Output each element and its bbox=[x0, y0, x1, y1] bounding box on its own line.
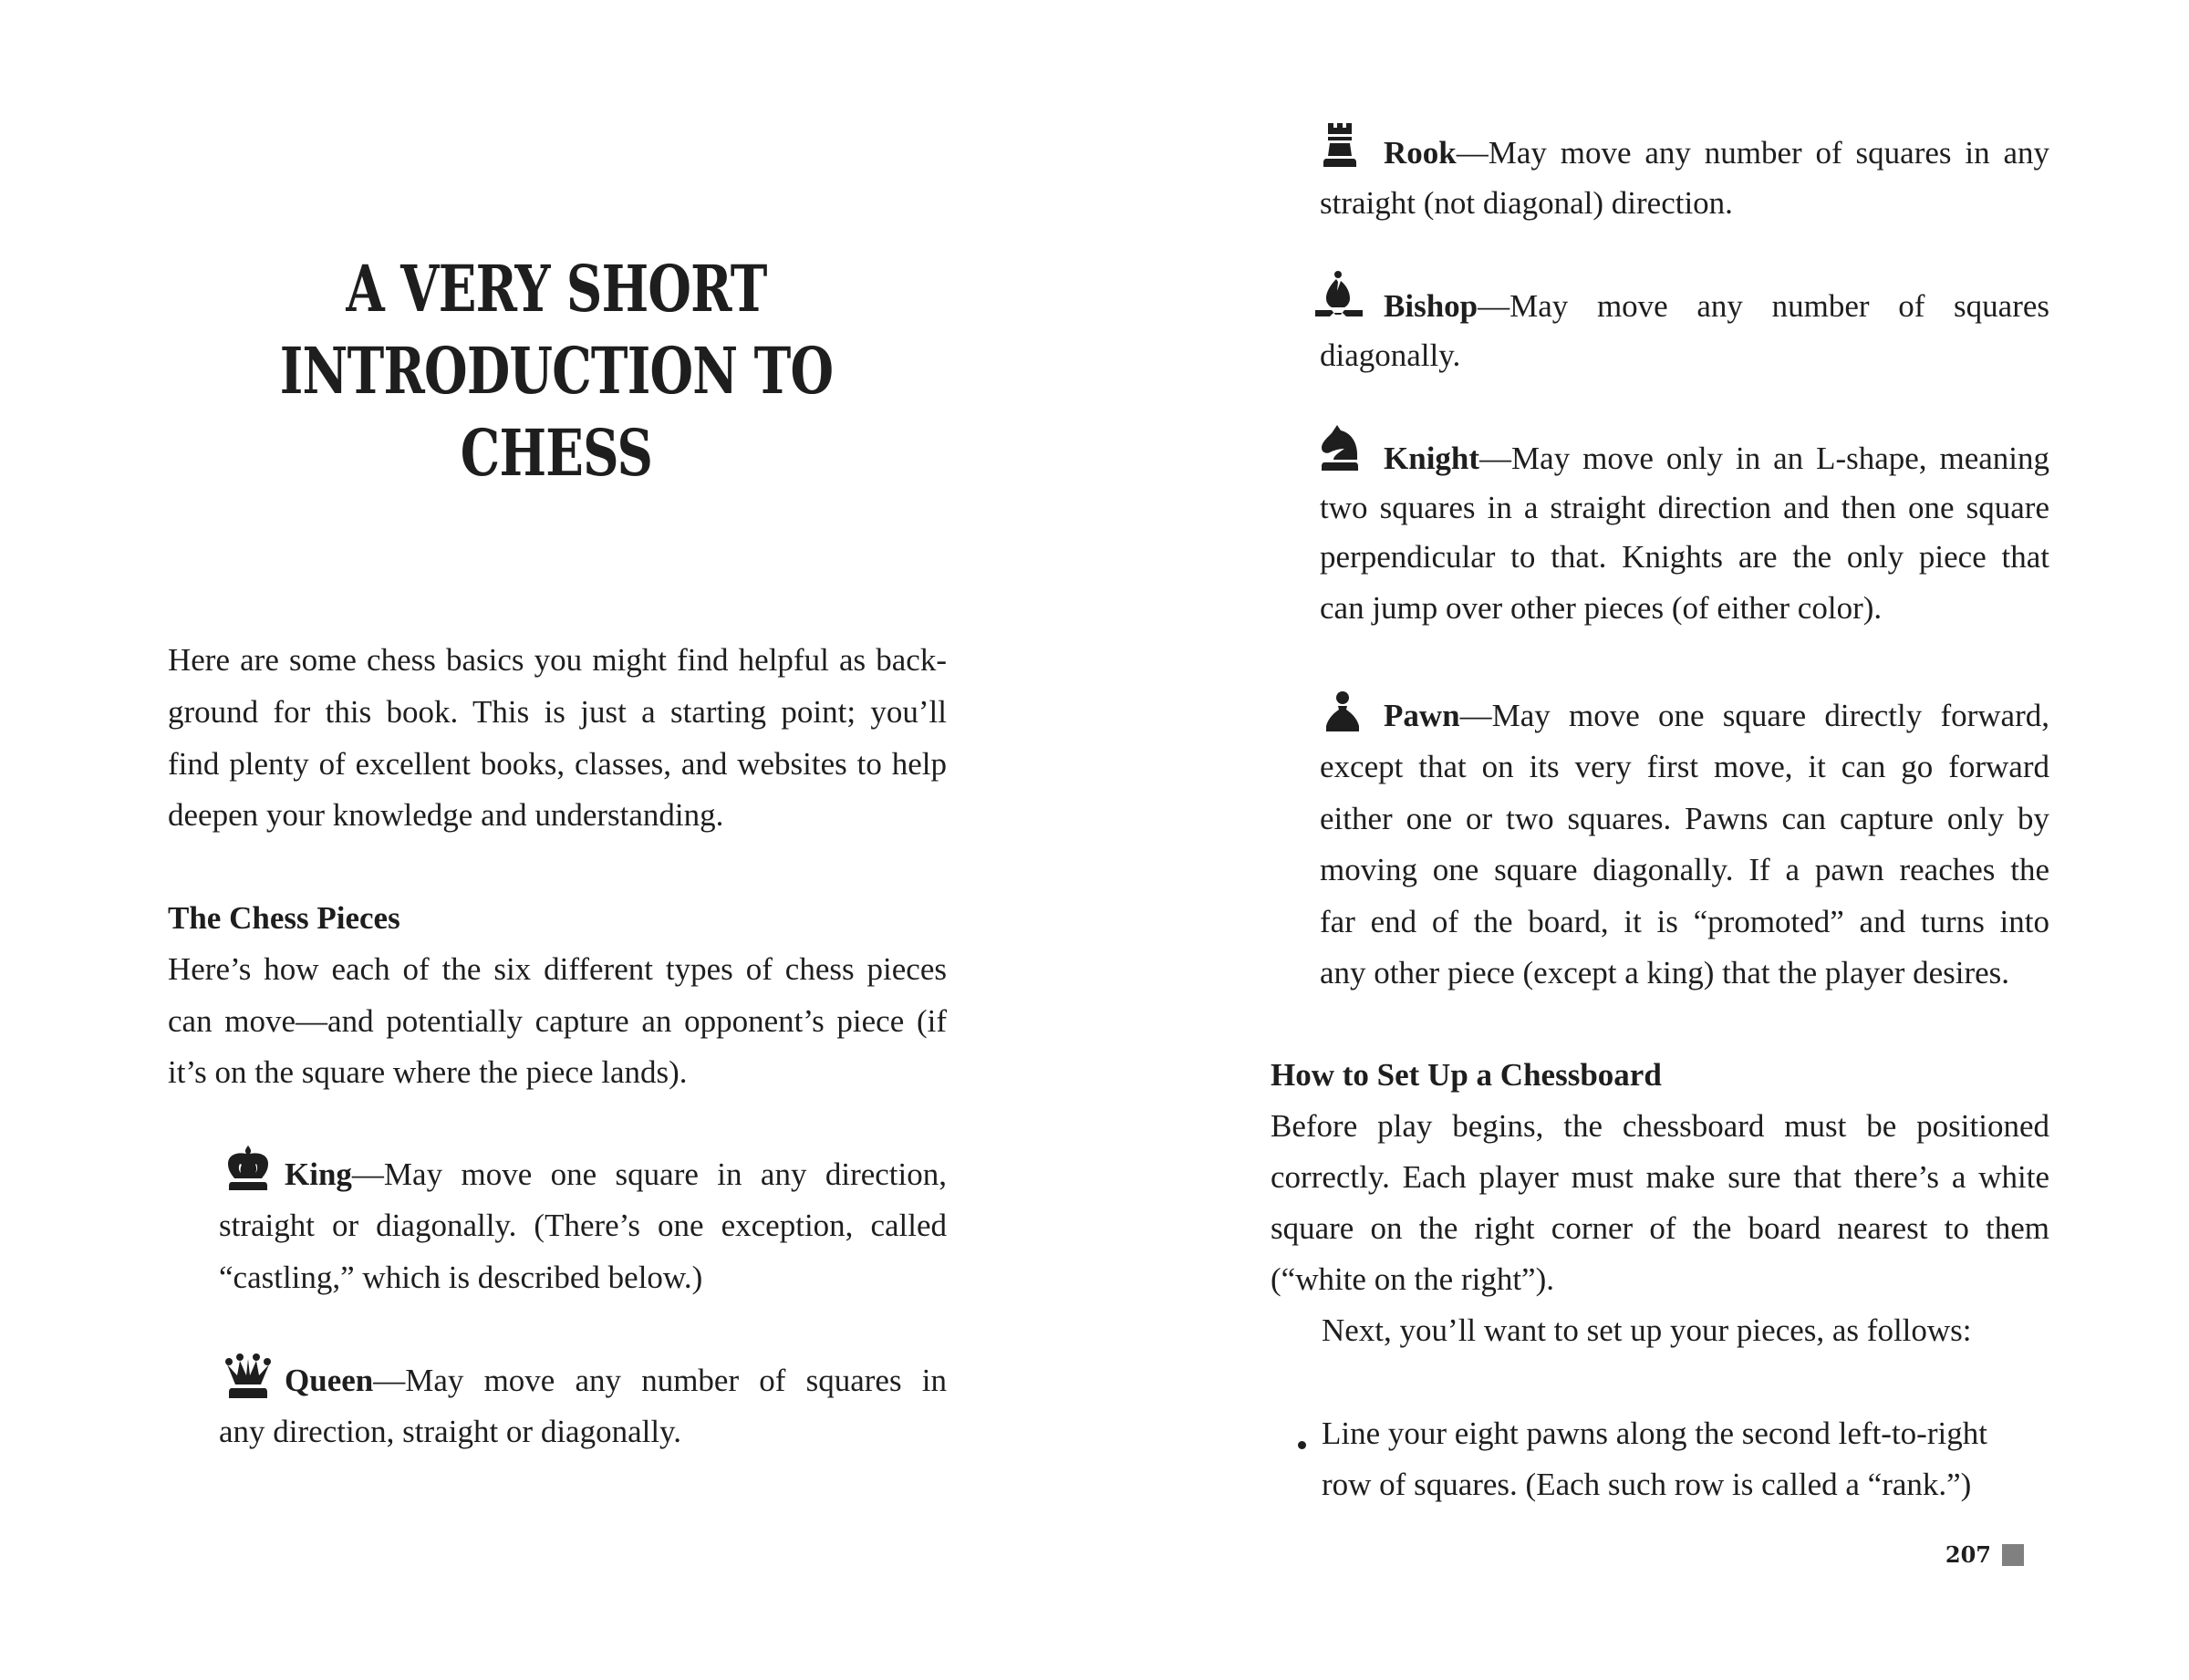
section-line: correctly. Each player must make sure that there’s a white bbox=[1271, 1159, 2049, 1195]
piece-line: any other piece (except a king) that the player desires. bbox=[1320, 955, 2010, 990]
page-number: 207 bbox=[1945, 1541, 1991, 1568]
piece-line: far end of the board, it is “promoted” and turns into bbox=[1320, 904, 2049, 939]
section-heading-setup: How to Set Up a Chessboard bbox=[1271, 1057, 1662, 1093]
next-line: Next, you’ll want to set up your pieces, as follows: bbox=[1322, 1312, 1972, 1348]
section-line: Here’s how each of the six different types of chess pieces bbox=[168, 951, 947, 987]
chess-bishop-icon bbox=[1313, 271, 1364, 316]
section-heading-chess-pieces: The Chess Pieces bbox=[168, 900, 400, 936]
section-line: it’s on the square where the piece lands). bbox=[168, 1054, 688, 1090]
chess-pawn-icon bbox=[1324, 691, 1361, 731]
piece-line: can jump over other pieces (of either color). bbox=[1320, 590, 1883, 626]
piece-line: straight or diagonally. (There’s one exception, called bbox=[219, 1208, 947, 1243]
chapter-title-line: A VERY SHORT bbox=[346, 251, 767, 327]
piece-entry-pawn bbox=[1384, 696, 2049, 736]
bullet-line: row of squares. (Each such row is called a “rank.”) bbox=[1322, 1467, 1972, 1502]
piece-desc: —May move only in an L-shape, meaning bbox=[1479, 441, 2049, 476]
piece-name-king: King bbox=[285, 1156, 352, 1192]
intro-line: find plenty of excellent books, classes, and websites to help bbox=[168, 746, 947, 782]
intro-line: Here are some chess basics you might find helpful as back- bbox=[168, 642, 947, 678]
piece-name-pawn: Pawn bbox=[1384, 698, 1460, 733]
piece-line: perpendicular to that. Knights are the only piece that bbox=[1320, 539, 2049, 575]
piece-line: straight (not diagonal) direction. bbox=[1320, 185, 1733, 221]
folio-square-icon bbox=[2002, 1544, 2024, 1566]
section-line: (“white on the right”). bbox=[1271, 1261, 1555, 1297]
piece-line: two squares in a straight direction and then one square bbox=[1320, 490, 2049, 525]
piece-desc: —May move any number of squares bbox=[1478, 288, 2049, 324]
piece-line: moving one square diagonally. If a pawn reaches the bbox=[1320, 852, 2049, 887]
piece-entry-knight bbox=[1384, 439, 2049, 479]
piece-desc: —May move one square directly forward, bbox=[1459, 698, 2049, 733]
bullet-line: Line your eight pawns along the second left-to-right bbox=[1322, 1416, 1987, 1451]
piece-line: any direction, straight or diagonally. bbox=[219, 1414, 682, 1449]
piece-name-rook: Rook bbox=[1384, 135, 1457, 171]
chess-rook-icon bbox=[1322, 121, 1358, 167]
piece-desc: —May move one square in any direction, bbox=[351, 1156, 947, 1192]
piece-entry-rook bbox=[1384, 133, 2049, 173]
intro-line: deepen your knowledge and understanding. bbox=[168, 797, 724, 833]
section-line: Before play begins, the chessboard must be positioned bbox=[1271, 1108, 2049, 1144]
piece-desc: —May move any number of squares in bbox=[373, 1363, 947, 1398]
piece-entry-bishop bbox=[1384, 286, 2049, 327]
piece-desc: —May move any number of squares in any bbox=[1456, 135, 2049, 171]
piece-line: either one or two squares. Pawns can capture only by bbox=[1320, 801, 2049, 836]
folio bbox=[1945, 1541, 2024, 1569]
piece-name-bishop: Bishop bbox=[1384, 288, 1478, 324]
intro-line: ground for this book. This is just a starting point; you’ll bbox=[168, 694, 947, 730]
piece-name-knight: Knight bbox=[1384, 441, 1480, 476]
section-line: square on the right corner of the board nearest to them bbox=[1271, 1210, 2049, 1246]
piece-line: except that on its very first move, it can go forward bbox=[1320, 749, 2049, 784]
section-line: can move—and potentially capture an opponent’s piece (if bbox=[168, 1003, 947, 1039]
piece-name-queen: Queen bbox=[285, 1363, 374, 1398]
chapter-title-line: INTRODUCTION TO bbox=[279, 333, 834, 409]
bullet-icon bbox=[1298, 1441, 1306, 1449]
piece-line: “castling,” which is described below.) bbox=[219, 1260, 703, 1295]
chapter-title-line: CHESS bbox=[460, 415, 653, 491]
chess-knight-icon bbox=[1319, 425, 1361, 471]
piece-line: diagonally. bbox=[1320, 337, 1461, 373]
